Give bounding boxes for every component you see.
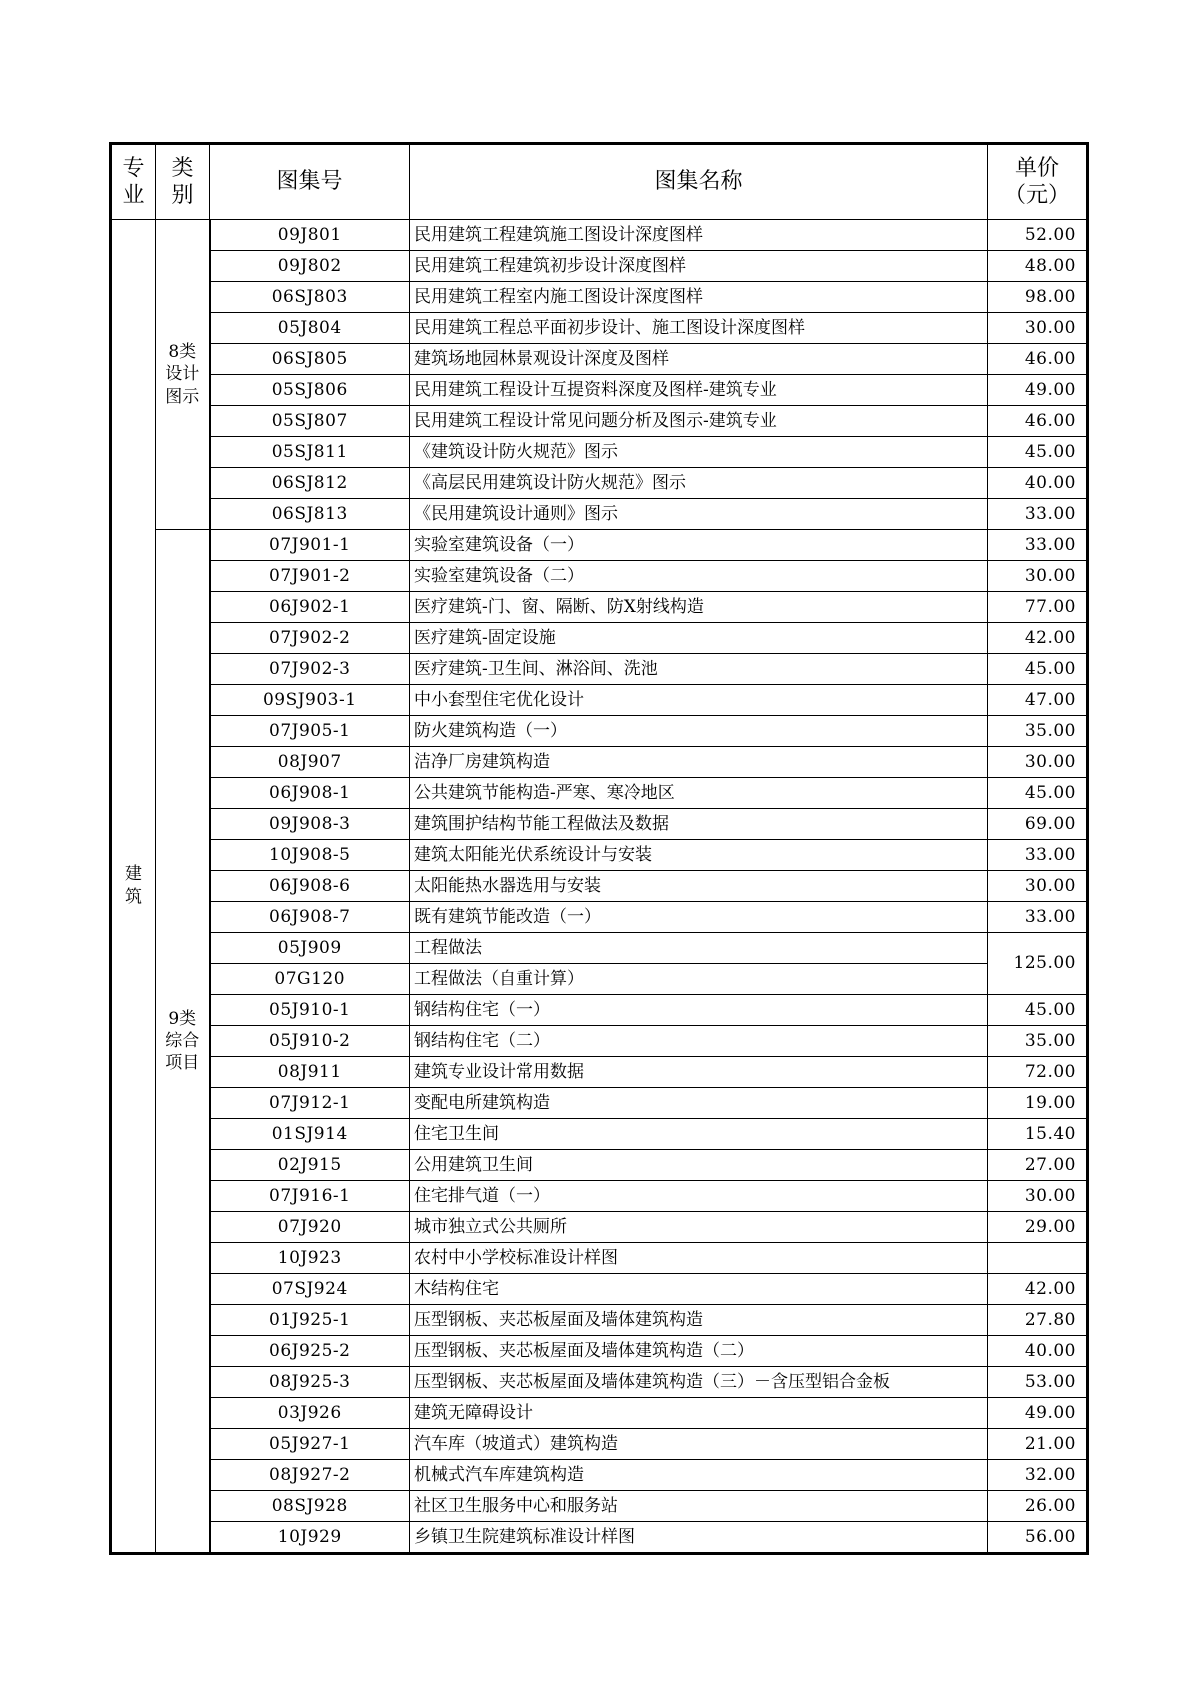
name-cell: 既有建筑节能改造（一） xyxy=(410,902,988,933)
name-cell: 工程做法 xyxy=(410,933,988,964)
name-cell: 民用建筑工程建筑施工图设计深度图样 xyxy=(410,220,988,251)
code-cell: 06J925-2 xyxy=(210,1336,410,1367)
price-cell: 46.00 xyxy=(988,344,1088,375)
table-row xyxy=(111,1491,1088,1522)
table-row xyxy=(111,1181,1088,1212)
table-row xyxy=(111,871,1088,902)
name-cell: 城市独立式公共厕所 xyxy=(410,1212,988,1243)
header-category: 类别 xyxy=(156,144,210,220)
table-row xyxy=(111,468,1088,499)
code-cell: 09J801 xyxy=(210,220,410,251)
price-cell: 33.00 xyxy=(988,840,1088,871)
code-cell: 08J911 xyxy=(210,1057,410,1088)
code-cell: 08J907 xyxy=(210,747,410,778)
price-cell: 47.00 xyxy=(988,685,1088,716)
price-cell: 27.00 xyxy=(988,1150,1088,1181)
code-cell: 09SJ903-1 xyxy=(210,685,410,716)
price-cell xyxy=(988,1243,1088,1274)
table-row xyxy=(111,1274,1088,1305)
table-row xyxy=(111,995,1088,1026)
price-cell: 27.80 xyxy=(988,1305,1088,1336)
name-cell: 防火建筑构造（一） xyxy=(410,716,988,747)
table-row xyxy=(111,1429,1088,1460)
code-cell: 09J908-3 xyxy=(210,809,410,840)
code-cell: 01J925-1 xyxy=(210,1305,410,1336)
table-row xyxy=(111,220,1088,251)
table-row xyxy=(111,716,1088,747)
name-cell: 医疗建筑-卫生间、淋浴间、洗池 xyxy=(410,654,988,685)
price-cell: 33.00 xyxy=(988,530,1088,561)
price-cell: 40.00 xyxy=(988,468,1088,499)
name-cell: 《高层民用建筑设计防火规范》图示 xyxy=(410,468,988,499)
price-cell: 30.00 xyxy=(988,561,1088,592)
code-cell: 07G120 xyxy=(210,964,410,995)
table-row xyxy=(111,1243,1088,1274)
code-cell: 06J908-1 xyxy=(210,778,410,809)
table-row xyxy=(111,1398,1088,1429)
name-cell: 建筑太阳能光伏系统设计与安装 xyxy=(410,840,988,871)
table-row xyxy=(111,809,1088,840)
price-cell: 98.00 xyxy=(988,282,1088,313)
table-row xyxy=(111,685,1088,716)
code-cell: 01SJ914 xyxy=(210,1119,410,1150)
table-row xyxy=(111,747,1088,778)
name-cell: 钢结构住宅（二） xyxy=(410,1026,988,1057)
name-cell: 住宅排气道（一） xyxy=(410,1181,988,1212)
name-cell: 压型钢板、夹芯板屋面及墙体建筑构造 xyxy=(410,1305,988,1336)
price-cell: 30.00 xyxy=(988,871,1088,902)
name-cell: 中小套型住宅优化设计 xyxy=(410,685,988,716)
price-cell: 30.00 xyxy=(988,747,1088,778)
code-cell: 08J927-2 xyxy=(210,1460,410,1491)
code-cell: 10J923 xyxy=(210,1243,410,1274)
name-cell: 工程做法（自重计算） xyxy=(410,964,988,995)
price-cell: 125.00 xyxy=(988,933,1088,995)
catalog-table xyxy=(109,142,1089,1555)
price-cell: 56.00 xyxy=(988,1522,1088,1554)
table-row xyxy=(111,375,1088,406)
code-cell: 05SJ811 xyxy=(210,437,410,468)
code-cell: 05SJ806 xyxy=(210,375,410,406)
price-cell: 42.00 xyxy=(988,623,1088,654)
table-row xyxy=(111,654,1088,685)
table-row xyxy=(111,1522,1088,1554)
price-cell: 30.00 xyxy=(988,1181,1088,1212)
name-cell: 公用建筑卫生间 xyxy=(410,1150,988,1181)
code-cell: 08SJ928 xyxy=(210,1491,410,1522)
name-cell: 民用建筑工程设计互提资料深度及图样-建筑专业 xyxy=(410,375,988,406)
table-row xyxy=(111,437,1088,468)
code-cell: 06SJ803 xyxy=(210,282,410,313)
header-name: 图集名称 xyxy=(410,144,988,220)
name-cell: 建筑专业设计常用数据 xyxy=(410,1057,988,1088)
code-cell: 05J910-1 xyxy=(210,995,410,1026)
table-row xyxy=(111,1057,1088,1088)
name-cell: 压型钢板、夹芯板屋面及墙体建筑构造（三）－含压型铝合金板 xyxy=(410,1367,988,1398)
table-row xyxy=(111,1305,1088,1336)
code-cell: 07J902-2 xyxy=(210,623,410,654)
code-cell: 06J908-6 xyxy=(210,871,410,902)
table-row xyxy=(111,251,1088,282)
table-row xyxy=(111,1150,1088,1181)
name-cell: 《建筑设计防火规范》图示 xyxy=(410,437,988,468)
table-row xyxy=(111,1367,1088,1398)
table-row xyxy=(111,902,1088,933)
code-cell: 06SJ812 xyxy=(210,468,410,499)
table-row xyxy=(111,1336,1088,1367)
price-cell: 45.00 xyxy=(988,778,1088,809)
name-cell: 医疗建筑-固定设施 xyxy=(410,623,988,654)
name-cell: 《民用建筑设计通则》图示 xyxy=(410,499,988,530)
table-row xyxy=(111,964,1088,995)
price-cell: 21.00 xyxy=(988,1429,1088,1460)
price-cell: 19.00 xyxy=(988,1088,1088,1119)
table-row xyxy=(111,530,1088,561)
code-cell: 09J802 xyxy=(210,251,410,282)
price-cell: 35.00 xyxy=(988,1026,1088,1057)
table-row xyxy=(111,1212,1088,1243)
table-row xyxy=(111,1026,1088,1057)
name-cell: 变配电所建筑构造 xyxy=(410,1088,988,1119)
code-cell: 06J908-7 xyxy=(210,902,410,933)
name-cell: 实验室建筑设备（二） xyxy=(410,561,988,592)
price-cell: 45.00 xyxy=(988,437,1088,468)
price-cell: 46.00 xyxy=(988,406,1088,437)
code-cell: 10J908-5 xyxy=(210,840,410,871)
price-cell: 53.00 xyxy=(988,1367,1088,1398)
name-cell: 民用建筑工程建筑初步设计深度图样 xyxy=(410,251,988,282)
category-cell: 8类设计图示 xyxy=(156,220,210,530)
code-cell: 06J902-1 xyxy=(210,592,410,623)
table-row xyxy=(111,840,1088,871)
table-row xyxy=(111,933,1088,964)
code-cell: 07J905-1 xyxy=(210,716,410,747)
table-row xyxy=(111,406,1088,437)
name-cell: 实验室建筑设备（一） xyxy=(410,530,988,561)
price-cell: 32.00 xyxy=(988,1460,1088,1491)
code-cell: 05J910-2 xyxy=(210,1026,410,1057)
name-cell: 民用建筑工程设计常见问题分析及图示-建筑专业 xyxy=(410,406,988,437)
major-cell: 建筑 xyxy=(111,220,156,1554)
header-code: 图集号 xyxy=(210,144,410,220)
name-cell: 社区卫生服务中心和服务站 xyxy=(410,1491,988,1522)
name-cell: 住宅卫生间 xyxy=(410,1119,988,1150)
price-cell: 29.00 xyxy=(988,1212,1088,1243)
name-cell: 医疗建筑-门、窗、隔断、防X射线构造 xyxy=(410,592,988,623)
price-cell: 45.00 xyxy=(988,995,1088,1026)
price-cell: 35.00 xyxy=(988,716,1088,747)
table-row xyxy=(111,1460,1088,1491)
name-cell: 民用建筑工程室内施工图设计深度图样 xyxy=(410,282,988,313)
table-row xyxy=(111,1119,1088,1150)
code-cell: 03J926 xyxy=(210,1398,410,1429)
code-cell: 07J920 xyxy=(210,1212,410,1243)
table-row xyxy=(111,561,1088,592)
price-cell: 49.00 xyxy=(988,375,1088,406)
code-cell: 05J927-1 xyxy=(210,1429,410,1460)
name-cell: 建筑场地园林景观设计深度及图样 xyxy=(410,344,988,375)
header-row xyxy=(111,144,1088,220)
price-cell: 42.00 xyxy=(988,1274,1088,1305)
name-cell: 建筑围护结构节能工程做法及数据 xyxy=(410,809,988,840)
code-cell: 06SJ805 xyxy=(210,344,410,375)
code-cell: 07J902-3 xyxy=(210,654,410,685)
table-row xyxy=(111,592,1088,623)
name-cell: 乡镇卫生院建筑标准设计样图 xyxy=(410,1522,988,1554)
table-row xyxy=(111,313,1088,344)
name-cell: 压型钢板、夹芯板屋面及墙体建筑构造（二） xyxy=(410,1336,988,1367)
price-cell: 15.40 xyxy=(988,1119,1088,1150)
table-body xyxy=(111,220,1088,1554)
price-cell: 69.00 xyxy=(988,809,1088,840)
price-cell: 30.00 xyxy=(988,313,1088,344)
name-cell: 太阳能热水器选用与安装 xyxy=(410,871,988,902)
name-cell: 汽车库（坡道式）建筑构造 xyxy=(410,1429,988,1460)
price-cell: 45.00 xyxy=(988,654,1088,685)
name-cell: 建筑无障碍设计 xyxy=(410,1398,988,1429)
price-cell: 40.00 xyxy=(988,1336,1088,1367)
price-cell: 33.00 xyxy=(988,499,1088,530)
table-row xyxy=(111,499,1088,530)
price-cell: 49.00 xyxy=(988,1398,1088,1429)
name-cell: 洁净厂房建筑构造 xyxy=(410,747,988,778)
code-cell: 07J901-2 xyxy=(210,561,410,592)
name-cell: 农村中小学校标准设计样图 xyxy=(410,1243,988,1274)
code-cell: 06SJ813 xyxy=(210,499,410,530)
price-cell: 52.00 xyxy=(988,220,1088,251)
code-cell: 07J901-1 xyxy=(210,530,410,561)
name-cell: 钢结构住宅（一） xyxy=(410,995,988,1026)
table-row xyxy=(111,623,1088,654)
table-row xyxy=(111,778,1088,809)
name-cell: 木结构住宅 xyxy=(410,1274,988,1305)
code-cell: 08J925-3 xyxy=(210,1367,410,1398)
price-cell: 48.00 xyxy=(988,251,1088,282)
table-row xyxy=(111,1088,1088,1119)
code-cell: 05J909 xyxy=(210,933,410,964)
code-cell: 07SJ924 xyxy=(210,1274,410,1305)
price-cell: 26.00 xyxy=(988,1491,1088,1522)
code-cell: 02J915 xyxy=(210,1150,410,1181)
price-cell: 33.00 xyxy=(988,902,1088,933)
code-cell: 07J912-1 xyxy=(210,1088,410,1119)
table-row xyxy=(111,282,1088,313)
code-cell: 05SJ807 xyxy=(210,406,410,437)
price-cell: 77.00 xyxy=(988,592,1088,623)
header-price: 单价（元） xyxy=(988,144,1088,220)
category-cell: 9类综合项目 xyxy=(156,530,210,1554)
name-cell: 公共建筑节能构造-严寒、寒冷地区 xyxy=(410,778,988,809)
code-cell: 05J804 xyxy=(210,313,410,344)
name-cell: 民用建筑工程总平面初步设计、施工图设计深度图样 xyxy=(410,313,988,344)
code-cell: 07J916-1 xyxy=(210,1181,410,1212)
name-cell: 机械式汽车库建筑构造 xyxy=(410,1460,988,1491)
price-cell: 72.00 xyxy=(988,1057,1088,1088)
header-major: 专业 xyxy=(111,144,156,220)
table-row xyxy=(111,344,1088,375)
code-cell: 10J929 xyxy=(210,1522,410,1554)
